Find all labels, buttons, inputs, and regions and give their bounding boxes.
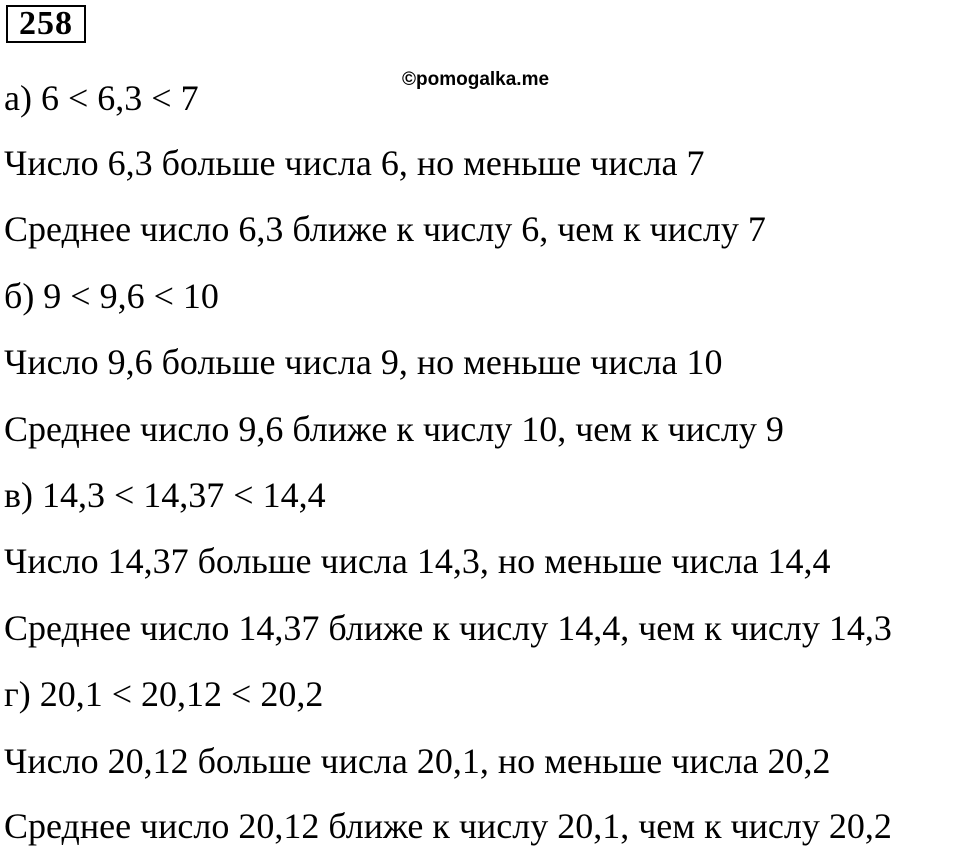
- watermark: ©pomogalka.me: [402, 69, 550, 90]
- part-b-inequality: б) 9 < 9,6 < 10: [4, 276, 219, 316]
- part-v-statement: Число 14,37 больше числа 14,3, но меньше числа 14,4: [4, 541, 831, 581]
- part-a-inequality: а) 6 < 6,3 < 7: [4, 78, 199, 118]
- part-a-conclusion: Среднее число 6,3 ближе к числу 6, чем к числу 7: [4, 209, 766, 249]
- problem-number: 258: [19, 5, 73, 42]
- part-v-inequality: в) 14,3 < 14,37 < 14,4: [4, 475, 326, 515]
- part-b-conclusion: Среднее число 9,6 ближе к числу 10, чем к числу 9: [4, 409, 784, 449]
- problem-number-box: [6, 5, 86, 43]
- part-g-inequality: г) 20,1 < 20,12 < 20,2: [4, 674, 324, 714]
- part-a-statement: Число 6,3 больше числа 6, но меньше числа 7: [4, 143, 705, 183]
- part-g-conclusion: Среднее число 20,12 ближе к числу 20,1, чем к числу 20,2: [4, 806, 892, 846]
- part-b-statement: Число 9,6 больше числа 9, но меньше числа 10: [4, 342, 723, 382]
- part-v-conclusion: Среднее число 14,37 ближе к числу 14,4, чем к числу 14,3: [4, 608, 892, 648]
- part-g-statement: Число 20,12 больше числа 20,1, но меньше числа 20,2: [4, 741, 831, 781]
